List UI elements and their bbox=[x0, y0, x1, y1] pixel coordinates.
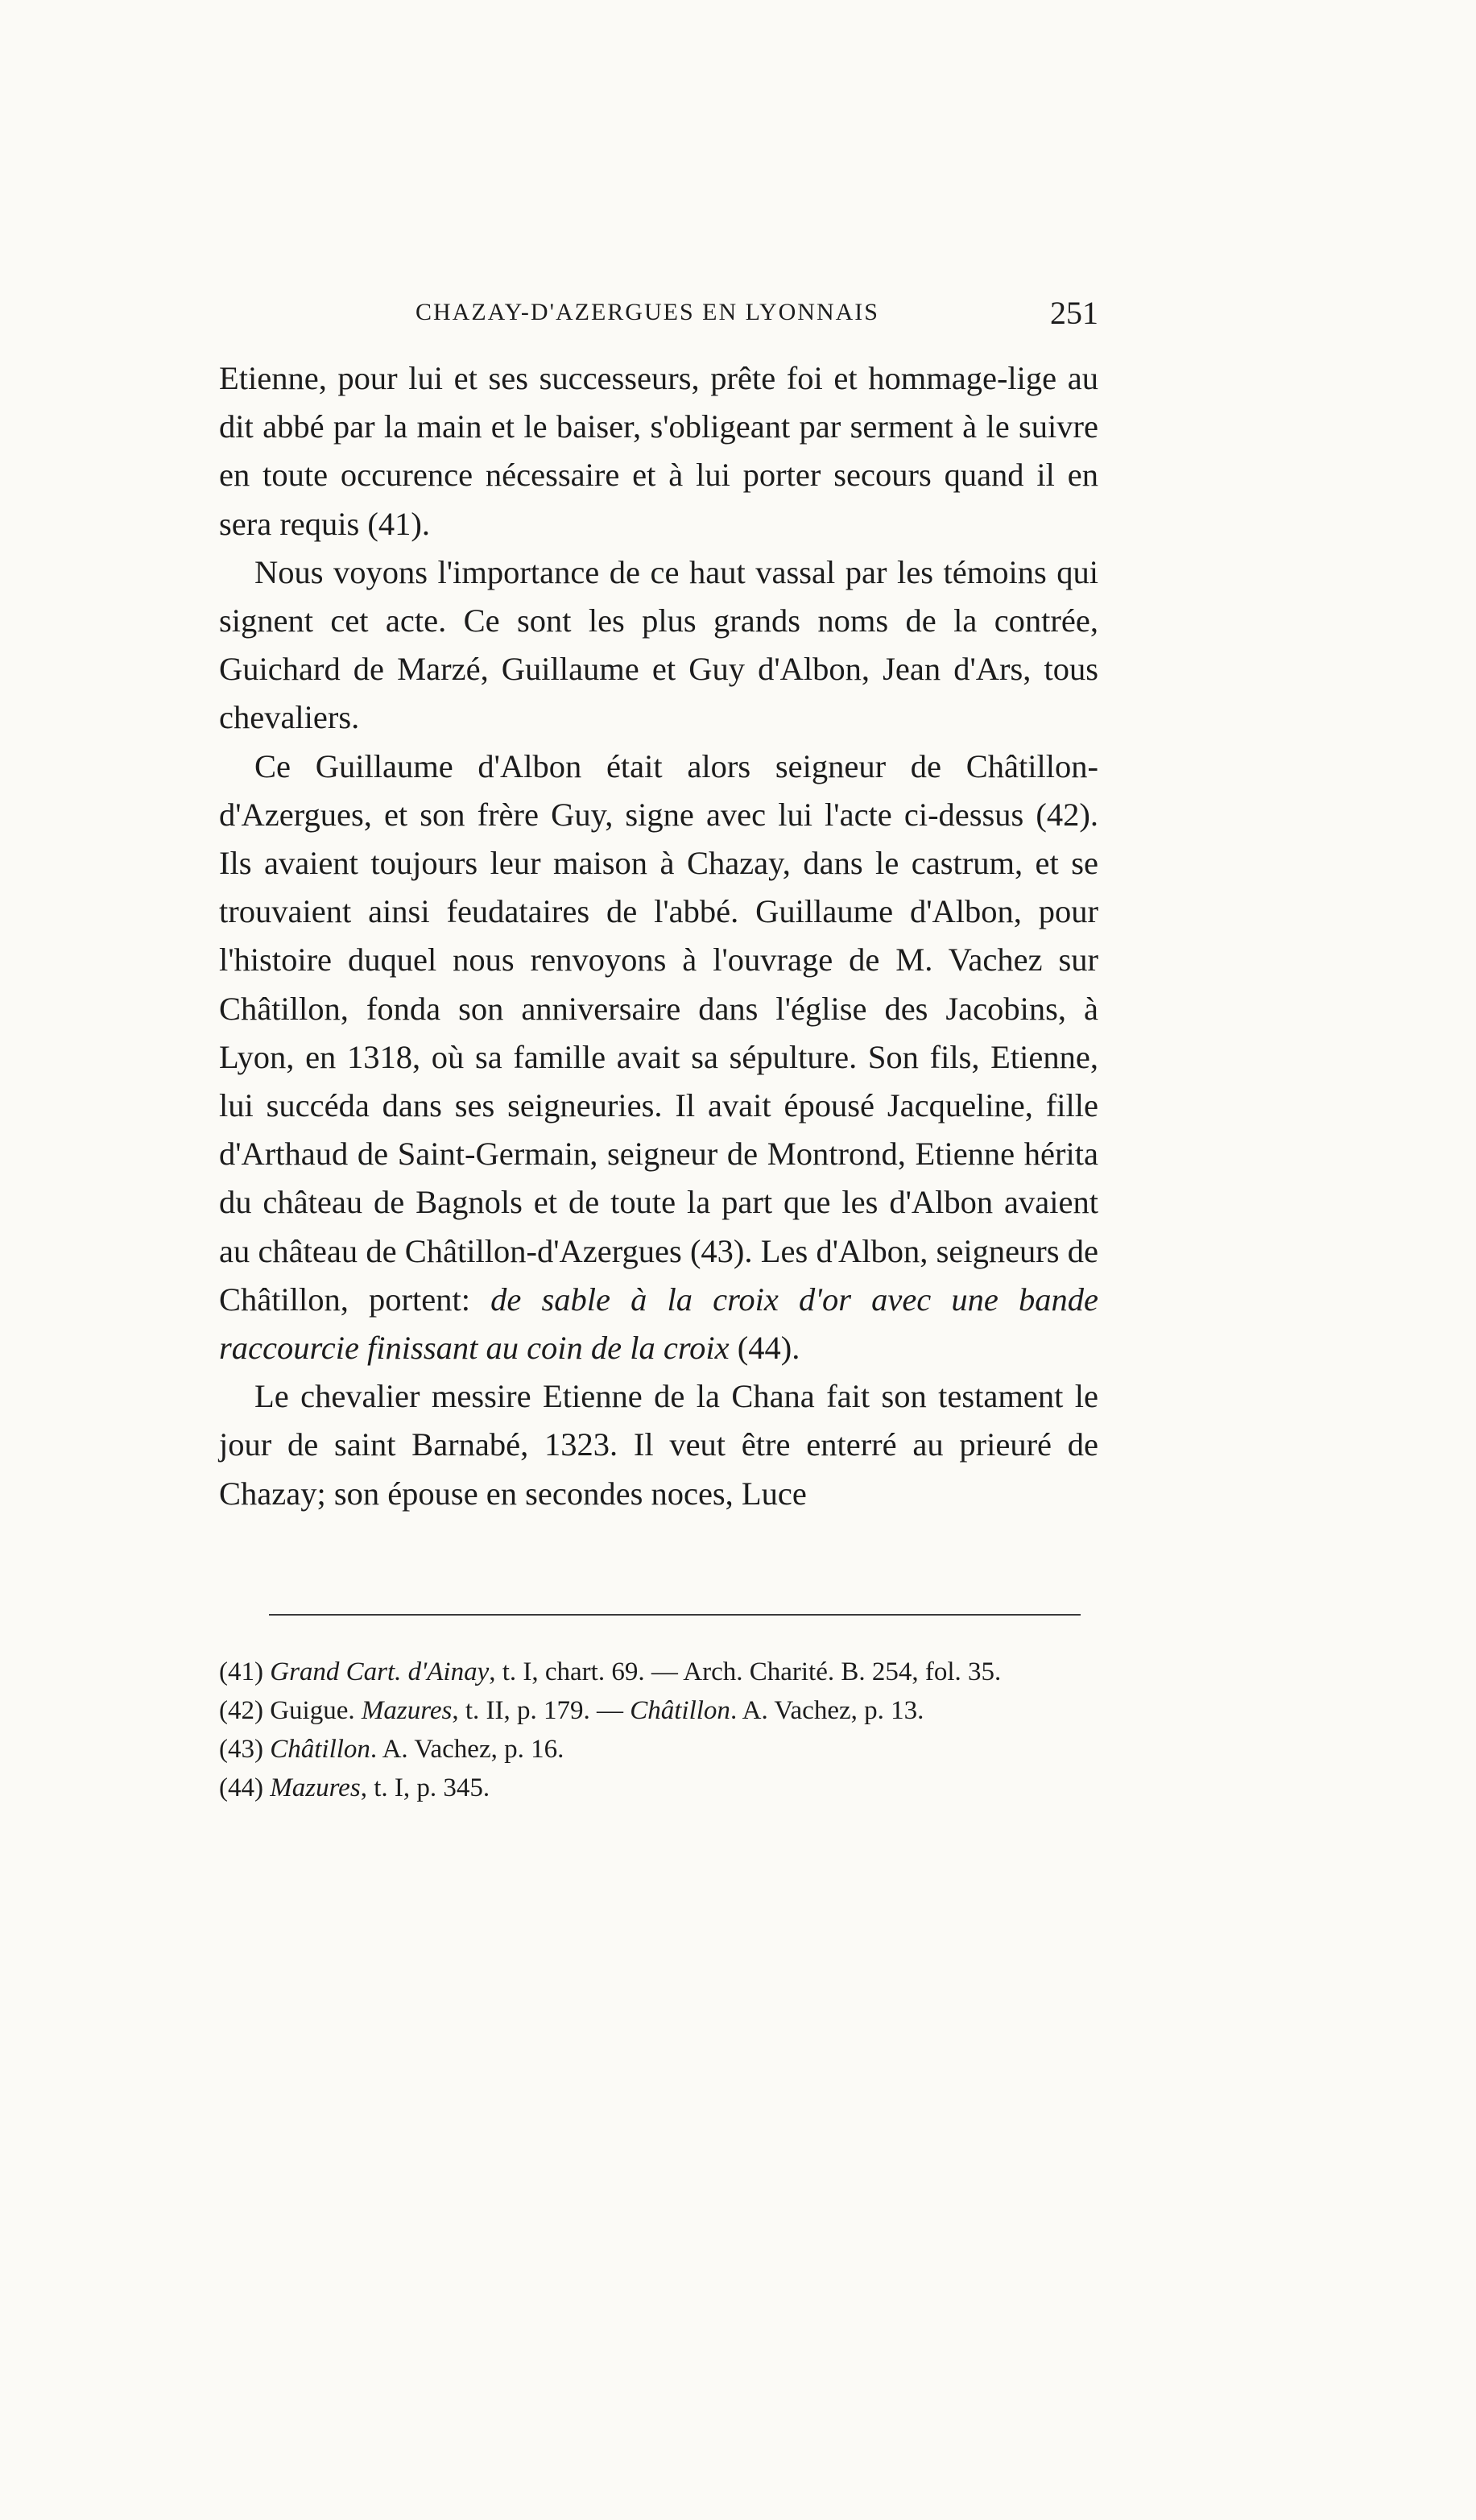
footnote-source-title: Châtillon bbox=[270, 1735, 370, 1764]
page-number: 251 bbox=[1050, 295, 1098, 331]
paragraph bbox=[219, 548, 1098, 743]
body-text bbox=[219, 354, 1098, 1518]
footnotes bbox=[219, 1653, 1098, 1807]
footnote-number: (43) bbox=[219, 1735, 271, 1764]
footnote-separator bbox=[269, 1614, 1081, 1616]
footnote bbox=[219, 1653, 1098, 1691]
paragraph-text: (44). bbox=[729, 1330, 800, 1367]
footnote-number: (41) bbox=[219, 1657, 271, 1686]
heraldic-blazon: de sable à la croix d'or avec une bande raccourcie finissant au coin de la croix bbox=[219, 1281, 1099, 1367]
footnote-text: . A. Vachez, p. 13. bbox=[730, 1696, 924, 1725]
footnote bbox=[219, 1691, 1098, 1730]
paragraph-text: Etienne, pour lui et ses successeurs, prête foi et hommage-lige au dit abbé par la main et le baiser, s'obligeant par serment à le suivre en toute occurence nécessaire et à lui porter secours quand il en sera requis (41). bbox=[219, 360, 1098, 542]
paragraph-text: Le chevalier messire Etienne de la Chana fait son testament le jour de saint Barnabé, 1323. Il veut être enterré au prieuré de Chazay; son épouse en secondes noces, Luce bbox=[219, 1378, 1098, 1512]
paragraph-text: Nous voyons l'importance de ce haut vassal par les témoins qui signent cet acte. Ce sont les plus grands noms de la contrée, Guichard de Marzé, Guillaume et Guy d'Albon, Jean d'Ars, tous chevaliers. bbox=[219, 553, 1098, 736]
paragraph-text: Ce Guillaume d'Albon était alors seigneur de Châtillon-d'Azergues, et son frère Guy, signe avec lui l'acte ci-dessus (42). Ils avaient toujours leur maison à Chazay, dans le castrum, et se trouvaient ainsi feudataires de l'abbé. Guillaume d'Albon, pour l'histoire duquel nous renvoyons à l'ouvrage de M. Vachez sur Châtillon, fonda son anniversaire dans l'église des Jacobins, à Lyon, en 1318, où sa famille avait sa sépulture. Son fils, Etienne, lui succéda dans ses seigneuries. Il avait épousé Jacqueline, fille d'Arthaud de Saint-Germain, seigneur de Montrond, Etienne hérita du château de Bagnols et de toute la part que les d'Albon avaient au château de Châtillon-d'Azergues (43). Les d'Albon, seigneurs de Châtillon, portent: bbox=[219, 747, 1098, 1318]
running-title: CHAZAY-D'AZERGUES EN LYONNAIS bbox=[416, 299, 879, 325]
footnote-source-title: Mazures bbox=[270, 1773, 361, 1802]
footnote-text: , t. II, p. 179. — bbox=[452, 1696, 631, 1725]
footnote-text: , t. I, chart. 69. — Arch. Charité. B. 254, fol. 35. bbox=[489, 1657, 1002, 1686]
running-head bbox=[219, 294, 1098, 342]
footnote-source-title: Châtillon bbox=[630, 1696, 730, 1725]
footnote bbox=[219, 1769, 1098, 1807]
footnote bbox=[219, 1730, 1098, 1769]
footnote-text: , t. I, p. 345. bbox=[360, 1773, 490, 1802]
footnote-text: . A. Vachez, p. 16. bbox=[370, 1735, 564, 1764]
paragraph bbox=[219, 354, 1098, 548]
paragraph bbox=[219, 1372, 1098, 1518]
paragraph bbox=[219, 743, 1098, 1373]
footnote-source-title: Mazures bbox=[361, 1696, 453, 1725]
footnote-source-title: Grand Cart. d'Ainay bbox=[270, 1657, 490, 1686]
footnote-text: (42) Guigue. bbox=[219, 1696, 362, 1725]
footnote-number: (44) bbox=[219, 1773, 271, 1802]
